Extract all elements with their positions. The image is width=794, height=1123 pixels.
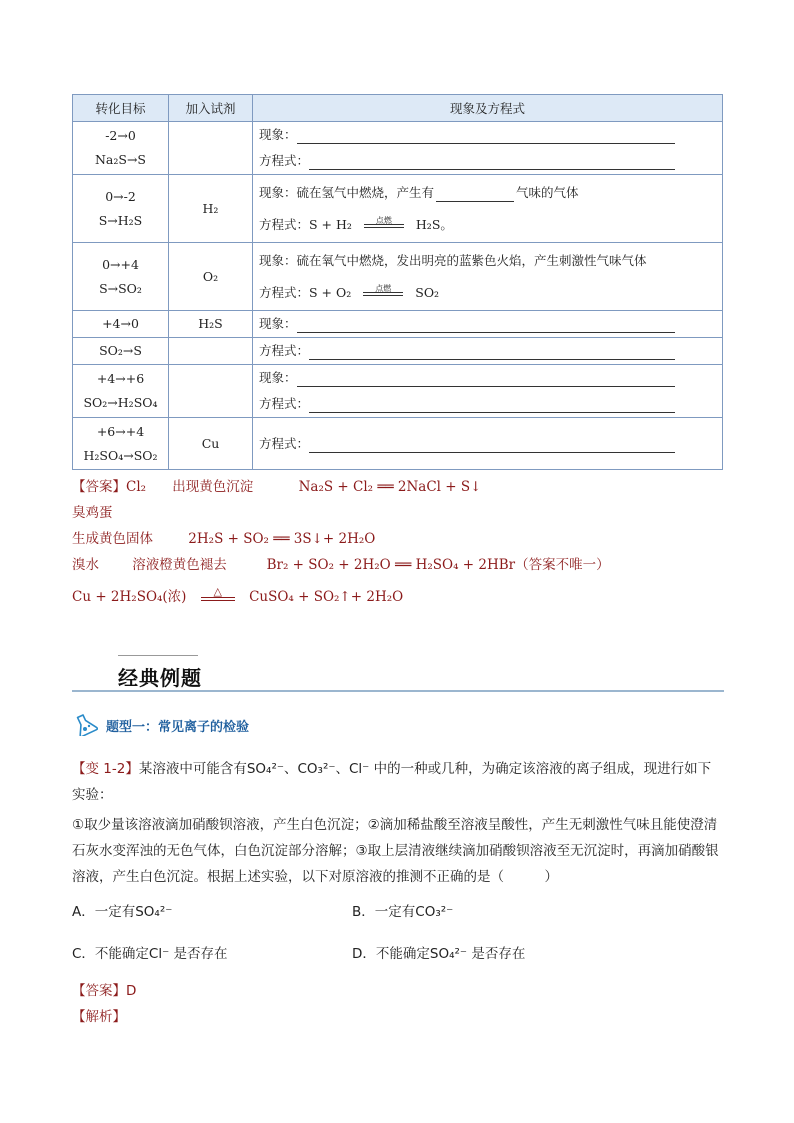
reagent-cell: H₂ xyxy=(169,175,253,243)
fill-blank[interactable] xyxy=(309,396,675,413)
section-top-rule xyxy=(118,655,198,656)
reagent-cell: H₂S xyxy=(169,311,253,338)
target-cell xyxy=(73,122,169,175)
table-row xyxy=(73,175,723,243)
answer-equation-right: CuSO₄ + SO₂↑+ 2H₂O xyxy=(249,589,404,605)
option-d[interactable]: D．不能确定SO₄²⁻ 是否存在 xyxy=(352,946,526,962)
conversion: SO₂→H₂SO₄ xyxy=(83,395,158,410)
table-header-row xyxy=(73,95,723,122)
question-stem xyxy=(72,756,722,890)
reagent-cell: O₂ xyxy=(169,243,253,311)
answer-text: 【答案】Cl₂ xyxy=(72,479,147,495)
answer-equation: Na₂S + Cl₂ ══ 2NaCl + S↓ xyxy=(298,479,482,495)
valence-change: 0→-2 xyxy=(105,188,136,204)
valence-change: +4→+6 xyxy=(96,371,145,386)
label: 现象： xyxy=(259,127,297,142)
answer-block xyxy=(72,474,610,610)
label: 方程式： xyxy=(259,435,310,451)
section-divider xyxy=(72,690,724,692)
header-phenomenon: 现象及方程式 xyxy=(253,95,723,122)
desc-cell xyxy=(253,365,723,418)
fill-blank[interactable] xyxy=(436,185,514,202)
reaction-arrow: 点燃 xyxy=(363,286,403,300)
answer-row xyxy=(72,526,610,552)
conversion: S→H₂S xyxy=(98,212,143,228)
answer-row: 臭鸡蛋 xyxy=(72,505,113,521)
equation-left: 方程式：S + O₂ xyxy=(259,284,352,300)
label: 现象： xyxy=(259,316,297,331)
question-paragraph xyxy=(72,756,722,808)
answer-text: 溴水 xyxy=(72,557,99,573)
answer-text: 【答案】D xyxy=(72,983,137,999)
desc-cell xyxy=(253,418,723,470)
label: 现象：硫在氢气中燃烧，产生有 xyxy=(259,184,435,200)
label: 现象：硫在氧气中燃烧，发出明亮的蓝紫色火焰，产生刺激性气味气体 xyxy=(259,252,647,268)
option-c[interactable]: C．不能确定Cl⁻ 是否存在 xyxy=(72,946,228,962)
conversion: S→SO₂ xyxy=(99,280,142,296)
fill-blank[interactable] xyxy=(297,370,675,387)
target-cell xyxy=(73,365,169,418)
desc-cell xyxy=(253,175,723,243)
reagent-cell xyxy=(169,365,253,418)
answer-equation: Br₂ + SO₂ + 2H₂O ══ H₂SO₄ + 2HBr（答案不唯一） xyxy=(266,557,610,573)
table-row xyxy=(73,418,723,470)
reaction-arrow: △ xyxy=(201,591,235,605)
equation-right: SO₂ xyxy=(415,284,440,300)
label: 气味的气体 xyxy=(516,184,579,200)
answer-text: 出现黄色沉淀 xyxy=(172,479,254,495)
analysis-label: 【解析】 xyxy=(72,1009,126,1025)
fill-blank[interactable] xyxy=(297,316,675,333)
answer-row xyxy=(72,474,610,500)
desc-cell xyxy=(253,243,723,311)
question-tag: 【变 1-2】 xyxy=(72,761,139,777)
question-text: 某溶液中可能含有SO₄²⁻、CO₃²⁻、Cl⁻ 中的一种或几种，为确定该溶液的离子组成，现进行如下实验： xyxy=(72,761,712,803)
answer-row xyxy=(72,552,610,578)
table-row xyxy=(73,122,723,175)
valence-change: +6→+4 xyxy=(96,423,145,439)
answer-equation-left: Cu + 2H₂SO₄(浓) xyxy=(72,589,187,605)
conversion-table xyxy=(72,94,723,470)
fill-blank[interactable] xyxy=(309,153,675,170)
fill-blank[interactable] xyxy=(309,436,675,453)
desc-cell xyxy=(253,338,723,365)
question-type-title: 题型一：常见离子的检验 xyxy=(106,720,250,735)
label: 方程式： xyxy=(259,396,310,411)
answer-section xyxy=(72,978,136,1030)
reagent-cell: Cu xyxy=(169,418,253,470)
option-a[interactable]: A．一定有SO₄²⁻ xyxy=(72,904,173,920)
question-text: ①取少量该溶液滴加硝酸钡溶液，产生白色沉淀；②滴加稀盐酸至溶液呈酸性，产生无刺激性气味且能使澄清石灰水变浑浊的无色气体，白色沉淀部分溶解；③取上层清液继续滴加硝酸钡溶液至无沉淀时，再滴加硝酸银溶液，产生白色沉淀。根据上述实验，以下对原溶液的推测不正确的是（ ） xyxy=(72,817,719,885)
flask-icon xyxy=(72,712,98,736)
reaction-arrow: 点燃 xyxy=(364,218,404,232)
conversion: H₂SO₄→SO₂ xyxy=(83,447,158,463)
equation-left: 方程式：S + H₂ xyxy=(259,216,352,232)
header-reagent: 加入试剂 xyxy=(169,95,253,122)
equation-right: H₂S。 xyxy=(415,216,453,232)
fill-blank[interactable] xyxy=(309,343,675,360)
answer-text: 生成黄色固体 xyxy=(72,531,153,547)
label: 方程式： xyxy=(259,153,310,168)
answer-row xyxy=(72,584,610,610)
target-cell: SO₂→S xyxy=(73,338,169,365)
answer-text: 溶液橙黄色褪去 xyxy=(132,557,227,573)
table-row xyxy=(73,338,723,365)
target-cell xyxy=(73,418,169,470)
target-cell: +4→0 xyxy=(73,311,169,338)
table-row xyxy=(73,311,723,338)
conversion: Na₂S→S xyxy=(94,152,146,167)
table-row xyxy=(73,243,723,311)
valence-change: 0→+4 xyxy=(102,256,139,272)
valence-change: -2→0 xyxy=(105,128,136,143)
target-cell xyxy=(73,175,169,243)
desc-cell xyxy=(253,311,723,338)
desc-cell xyxy=(253,122,723,175)
label: 现象： xyxy=(259,370,297,385)
label: 方程式： xyxy=(259,343,310,358)
section-title: 经典例题 xyxy=(118,666,202,690)
fill-blank[interactable] xyxy=(297,127,675,144)
table-row xyxy=(73,365,723,418)
answer-equation: 2H₂S + SO₂ ══ 3S↓+ 2H₂O xyxy=(188,531,376,547)
reagent-cell xyxy=(169,338,253,365)
target-cell xyxy=(73,243,169,311)
option-b[interactable]: B．一定有CO₃²⁻ xyxy=(352,904,454,920)
header-target: 转化目标 xyxy=(73,95,169,122)
reagent-cell xyxy=(169,122,253,175)
